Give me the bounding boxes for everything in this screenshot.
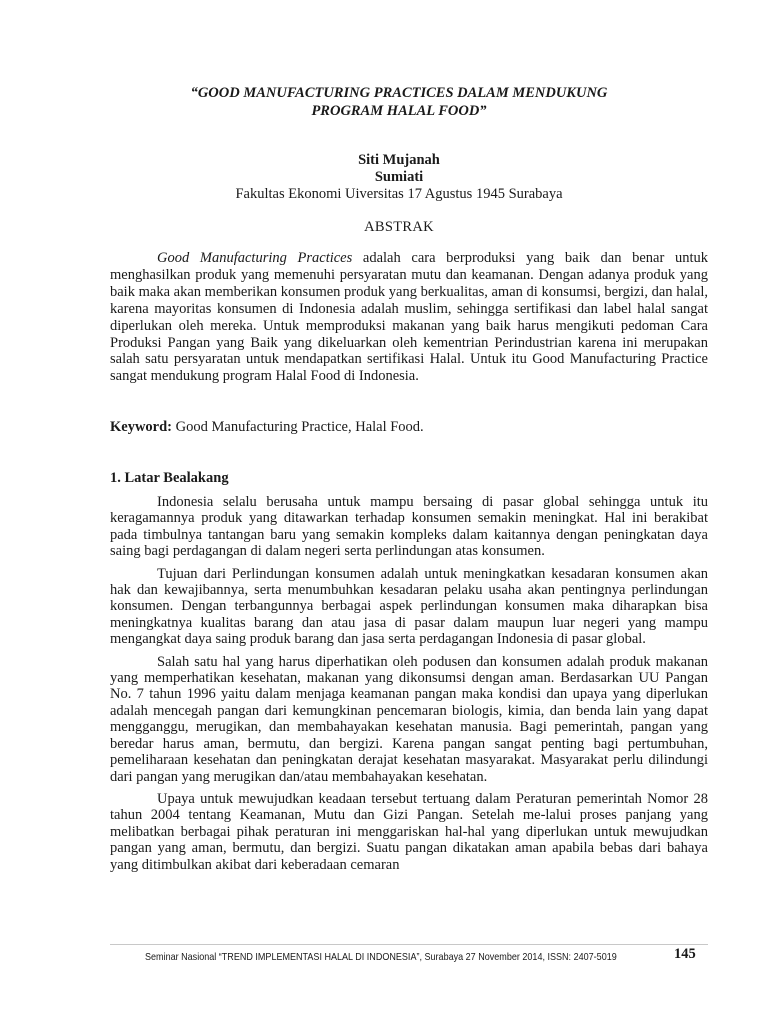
abstract-lead-term: Good Manufacturing Practices [157,250,353,266]
author-name-1: Siti Mujanah [358,152,440,168]
author-name-2: Sumiati [374,169,424,185]
author-block [110,152,688,203]
section-heading: 1. Latar Bealakang [110,470,229,486]
abstract-text: adalah cara berproduksi yang baik dan benar untuk menghasilkan produk yang memenuhi persyaratan mutu dan keamanan. Dengan adanya produk yang baik maka akan memberikan konsumen produk yang berkualitas, aman di konsumsi, bergizi, dan halal, karena mayoritas konsumen di Indonesia adalah muslim, sehingga sertifikasi dan label halal sangat diperlukan oleh mereka. Untuk memproduksi makanan yang baik harus mengikuti pedoman Cara Produksi Pangan yang Baik yang dikeluarkan oleh kementrian Perindustrian karena ini merupakan salah satu persyaratan untuk mendapatkan sertifikasi Halal. Untuk itu Good Manufacturing Practice sangat mendukung program Halal Food di Indonesia. [110,250,708,385]
paper-title [110,84,688,120]
footer-citation: Seminar Nasional “TREND IMPLEMENTASI HALAL DI INDONESIA”, Surabaya 27 November 2014, ISSN: 2407-5019 [145,951,617,963]
paper-title-line-2: PROGRAM HALAL FOOD” [311,103,487,119]
body-paragraph-1: Indonesia selalu berusaha untuk mampu bersaing di pasar global sehingga untuk itu keragamannya produk yang ditawarkan terhadap konsumen semakin meningkat. Hal ini berakibat pada timbulnya tantangan baru yang semakin kompleks dalam kaitannya dengan peningkatan daya saing bagi perdagangan di dalam negeri serta perlindungan atas konsumen. [110,494,708,560]
page-number: 145 [674,946,696,962]
footer-divider [110,944,708,945]
abstract-paragraph [110,250,708,385]
body-paragraph-2: Tujuan dari Perlindungan konsumen adalah untuk meningkatkan kesadaran konsumen akan hak dan kewajibannya, serta menumbuhkan kesadaran pelaku usaha akan pentingnya perlindungan konsumen. Dengan terbangunnya berbagai aspek perlindungan konsumen maka diharapkan bisa meningkatnya kualitas barang dan atau jasa di pasar dalam maupun luar negeri yang mampu mengangkat daya saing produk barang dan jasa serta perdagangan Indonesia di pasar global. [110,565,708,648]
author-affiliation: Fakultas Ekonomi Uiversitas 17 Agustus 1945 Surabaya [235,186,563,202]
body-paragraph-3: Salah satu hal yang harus diperhatikan oleh podusen dan konsumen adalah produk makanan yang memperhatikan kesehatan, makanan yang dikonsumsi dengan aman. Berdasarkan UU Pangan No. 7 tahun 1996 yaitu dalam menjaga keamanan pangan maka kondisi dan upaya yang diperlukan adalah mencegah pangan dari kemungkinan pencemaran biologis, kimia, dan benda lain yang dapat mengganggu, merugikan, dan membahayakan kesehatan manusia. Bagi pemerintah, pangan yang beredar harus aman, bermutu, dan bergizi. Karena pangan sangat penting bagi pertumbuhan, pemeliharaan kesehatan dan peningkatan derajat kesehatan masyarakat. Masyarakat perlu dilindungi dari pangan yang merugikan dan/atau membahayakan kesehatan. [110,653,708,785]
section-body [110,494,708,879]
paper-title-line-1: “GOOD MANUFACTURING PRACTICES DALAM MENDUKUNG [190,85,608,101]
body-paragraph-4: Upaya untuk mewujudkan keadaan tersebut tertuang dalam Peraturan pemerintah Nomor 28 tahun 2004 tentang Keamanan, Mutu dan Gizi Pangan. Setelah me-lalui proses panjang yang melibatkan berbagai pihak peraturan ini menggariskan hal-hal yang diperlukan untuk mewujudkan pangan yang aman, bermutu, dan bergizi. Suatu pangan dikatakan aman apabila bebas dari bahaya yang ditimbulkan akibat dari keberadaan cemaran [110,790,708,873]
keyword-value: Good Manufacturing Practice, Halal Food. [172,419,424,435]
abstract-heading: ABSTRAK [364,219,434,235]
keyword-line [110,419,708,436]
keyword-label: Keyword: [110,419,173,435]
